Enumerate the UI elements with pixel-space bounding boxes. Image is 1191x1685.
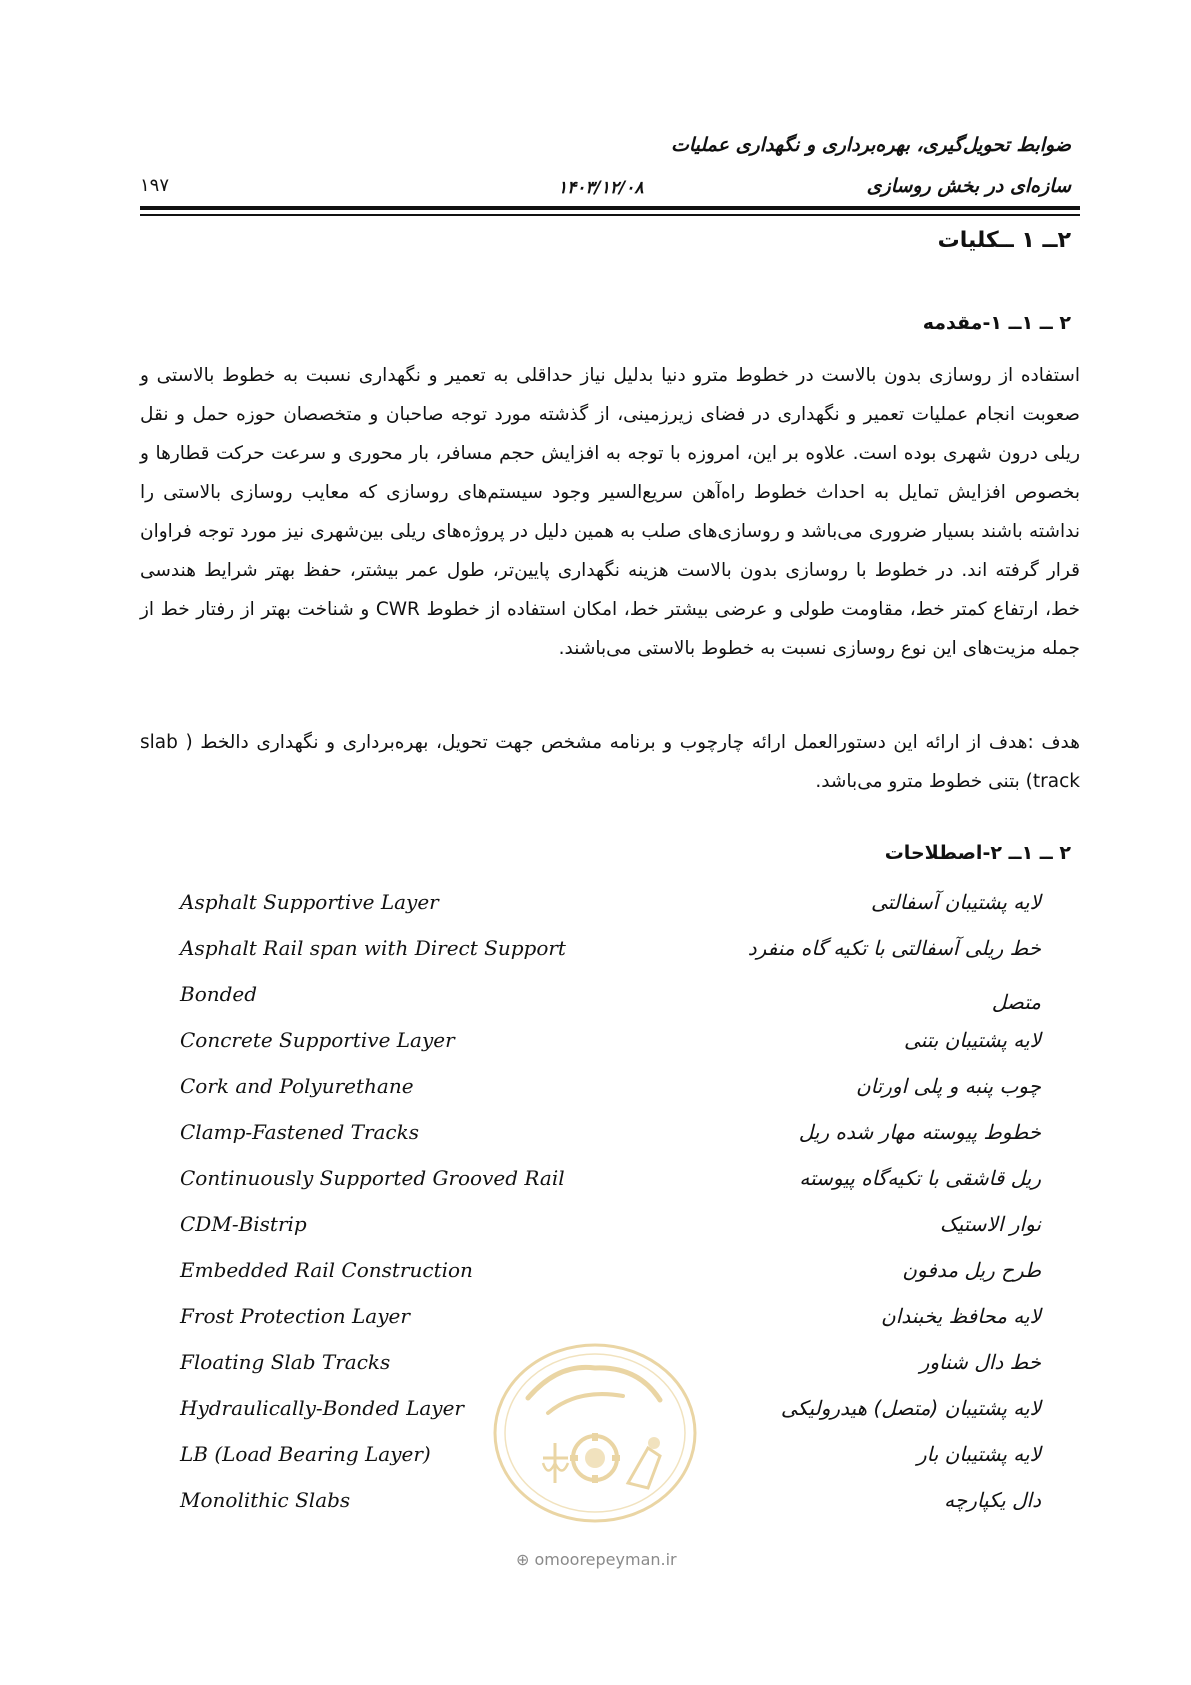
- watermark-site: [516, 1550, 677, 1569]
- glossary-row: [0, 1028, 1191, 1074]
- term-english: Embedded Rail Construction: [180, 1258, 473, 1282]
- term-english: Hydraulically-Bonded Layer: [180, 1396, 464, 1420]
- term-english: Clamp-Fastened Tracks: [180, 1120, 420, 1144]
- page-number: ۱۹۷: [140, 175, 170, 196]
- glossary-row: [0, 1212, 1191, 1258]
- glossary-row: [0, 982, 1191, 1028]
- watermark-logo-icon: [488, 1338, 703, 1528]
- globe-icon: ⊕: [516, 1550, 530, 1569]
- term-persian: خط ریلی آسفالتی با تکیه گاه منفرد: [747, 936, 1041, 960]
- term-persian: ریل قاشقی با تکیه‌گاه پیوسته: [799, 1166, 1041, 1190]
- glossary-row: [0, 1120, 1191, 1166]
- header-rule-thick: [140, 206, 1080, 210]
- term-english: Cork and Polyurethane: [180, 1074, 414, 1098]
- term-persian: لایه پشتیبان بار: [916, 1442, 1041, 1466]
- glossary-row: [0, 890, 1191, 936]
- term-english: LB (Load Bearing Layer): [180, 1442, 431, 1466]
- section-heading: ۲ــ ۱ ــکلیات: [937, 228, 1071, 253]
- glossary-row: [0, 936, 1191, 982]
- term-persian: خط دال شناور: [919, 1350, 1041, 1374]
- term-english: Frost Protection Layer: [180, 1304, 410, 1328]
- term-persian: دال یکپارچه: [944, 1488, 1041, 1512]
- term-english: CDM-Bistrip: [180, 1212, 307, 1236]
- term-english: Asphalt Rail span with Direct Support: [180, 936, 566, 960]
- term-persian: متصل: [991, 990, 1041, 1014]
- glossary-row: [0, 1074, 1191, 1120]
- term-persian: خطوط پیوسته مهار شده ریل: [798, 1120, 1041, 1144]
- term-persian: طرح ریل مدفون: [902, 1258, 1041, 1282]
- term-persian: چوب پنبه و پلی اورتان: [855, 1074, 1041, 1098]
- header-subtitle: سازه‌ای در بخش روسازی: [866, 175, 1071, 197]
- term-english: Asphalt Supportive Layer: [180, 890, 439, 914]
- glossary-row: [0, 1166, 1191, 1212]
- term-persian: لایه پشتیبان آسفالتی: [870, 890, 1041, 914]
- glossary-row: [0, 1258, 1191, 1304]
- intro-heading: ۲ ــ ۱ــ ۱-مقدمه: [922, 312, 1071, 334]
- term-persian: لایه محافظ یخبندان: [881, 1304, 1041, 1328]
- header-rule-thin: [140, 214, 1080, 216]
- header-title: ضوابط تحویل‌گیری، بهره‌برداری و نگهداری عملیات: [670, 134, 1071, 156]
- terms-heading: ۲ ــ ۱ــ ۲-اصطلاحات: [884, 842, 1071, 864]
- term-english: Continuously Supported Grooved Rail: [180, 1166, 565, 1190]
- intro-paragraph: استفاده از روسازی بدون بالاست در خطوط مترو دنیا بدلیل نیاز حداقلی به تعمیر و نگهداری نسبت به خطوط بالاستی و صعوبت انجام عملیات تعمیر و نگهداری در فضای زیرزمینی، از گذشته مورد توجه صاحبان و متخصصان حوزه حمل و نقل ریلی درون شهری بوده است. علاوه بر این، امروزه با توجه به افزایش حجم مسافر، بار محوری و سرعت حرکت قطارها و بخصوص افزایش تمایل به احداث خطوط راه‌آهن سریع‌السیر وجود سیستم‌های روسازی که معایب روسازی بالاستی را نداشته باشند بسیار ضروری می‌باشد و روسازی‌های صلب به همین دلیل در پروژه‌های ریلی بین‌شهری نیز مورد توجه فراوان قرار گرفته اند. در خطوط با روسازی بدون بالاست هزینه نگهداری پایین‌تر، طول عمر بیشتر، حفظ بهتر شرایط هندسی خط، ارتفاع کمتر خط، مقاومت طولی و عرضی بیشتر خط، امکان استفاده از خطوط CWR و شناخت بهتر از رفتار خط از جمله مزیت‌های این نوع روسازی نسبت به خطوط بالاستی می‌باشند.: [140, 365, 1080, 659]
- goal-paragraph: هدف :هدف از ارائه این دستورالعمل ارائه چارچوب و برنامه مشخص جهت تحویل، بهره‌برداری و نگهداری دالخط ( slab track) بتنی خطوط مترو می‌باشد.: [140, 732, 1080, 792]
- term-english: Monolithic Slabs: [180, 1488, 351, 1512]
- watermark-site-text: omoorepeyman.ir: [534, 1550, 677, 1569]
- term-english: Floating Slab Tracks: [180, 1350, 391, 1374]
- term-english: Bonded: [180, 982, 258, 1006]
- term-english: Concrete Supportive Layer: [180, 1028, 455, 1052]
- term-persian: لایه پشتیبان بتنی: [903, 1028, 1041, 1052]
- term-persian: لایه پشتیبان (متصل) هیدرولیکی: [780, 1396, 1041, 1420]
- term-persian: نوار الاستیک: [939, 1212, 1041, 1236]
- header-date: ۱۴۰۳/۱۲/۰۸: [558, 178, 644, 198]
